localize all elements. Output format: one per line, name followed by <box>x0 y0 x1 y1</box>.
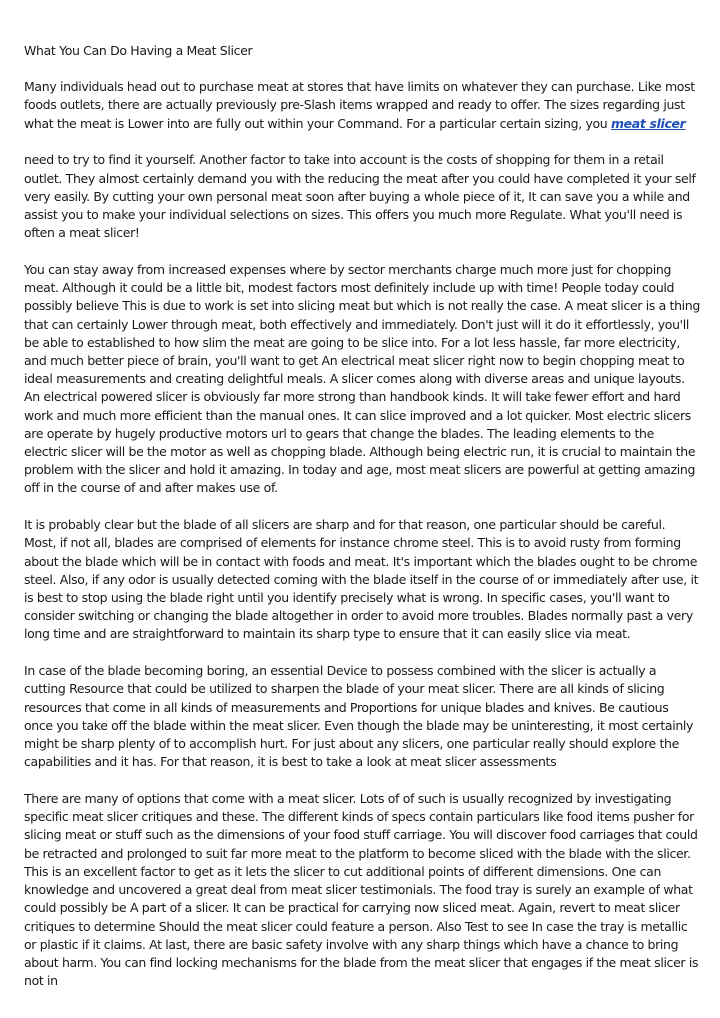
meat-slicer-link[interactable]: meat slicer <box>610 115 686 131</box>
document-body <box>24 42 700 1009</box>
document-title: What You Can Do Having a Meat Slicer <box>24 43 253 58</box>
paragraph-6: There are many of options that come with a meat slicer. Lots of of such is usually recognized by investigating specific meat slicer critiques and these. The different kinds of specs contain particulars like food items pusher for slicing meat or stuff such as the dimensions of your food stuff carriage. You will discover food carriages that could be retracted and prolonged to suit far more meat to the platform to become sliced with the blade with the slicer. This is an excellent factor to get as it lets the slicer to cut additional points of different dimensions. One can knowledge and uncovered a great deal from meat slicer testimonials. The food tray is surely an example of what could possibly be A part of a slicer. It can be practical for carrying now sliced meat. Again, revert to meat slicer critiques to determine Should the meat slicer could feature a person. Also Test to see In case the tray is metallic or plastic if it claims. At last, there are basic safety involve with any sharp things which have a chance to bring about harm. You can find locking mechanisms for the blade from the meat slicer that engages if the meat slicer is not in <box>24 791 699 989</box>
paragraph-2: need to try to find it yourself. Another factor to take into account is the costs of shopping for them in a retail outlet. They almost certainly demand you with the reducing the meat after you could have completed it your self very easily. By cutting your own personal meat soon after buying a whole piece of it, It can save you a while and assist you to make your individual selections on sizes. This offers you much more Regulate. What you'll need is often a meat slicer! <box>24 152 696 241</box>
paragraph-5: In case of the blade becoming boring, an essential Device to possess combined with the slicer is actually a cutting Resource that could be utilized to sharpen the blade of your meat slicer. There are all kinds of slicing resources that come in all kinds of measurements and Proportions for unique blades and knives. Be cautious once you take off the blade within the meat slicer. Even though the blade may be uninteresting, it most certainly might be sharp plenty of to accomplish hurt. For just about any slicers, one particular really should explore the capabilities and it has. For that reason, it is best to take a look at meat slicer assessments <box>24 663 694 770</box>
paragraph-3: You can stay away from increased expenses where by sector merchants charge much more just for chopping meat. Although it could be a little bit, modest factors most definitely include up with time! People today could possibly believe This is due to work is set into slicing meat but which is not really the case. A meat slicer is a thing that can certainly Lower through meat, both effectively and immediately. Don't just will it do it effortlessly, you'll be able to established to how slim the meat are going to be slice into. For a lot less hassle, far more electricity, and much better piece of brain, you'll want to get An electrical meat slicer right now to begin chopping meat to ideal measurements and creating delightful meals. A slicer comes along with diverse areas and unique layouts. An electrical powered slicer is obviously far more strong than handbook kinds. It will take fewer effort and hard work and much more efficient than the manual ones. It can slice improved and a lot quicker. Most electric slicers are operate by hugely productive motors url to gears that change the blades. The leading elements to the electric slicer will be the motor as well as chopping blade. Although being electric run, it is crucial to maintain the problem with the slicer and hold it amazing. In today and age, most meat slicers are powerful at getting amazing off in the course of and after makes use of. <box>24 262 700 496</box>
paragraph-1-text: Many individuals head out to purchase meat at stores that have limits on whatever they can purchase. Like most foods outlets, there are actually previously pre-Slash items wrapped and ready to offer. The sizes regarding just what the meat is Lower into are fully out within your Command. For a particular certain sizing, you <box>24 79 695 131</box>
paragraph-1 <box>24 78 700 133</box>
paragraph-4: It is probably clear but the blade of all slicers are sharp and for that reason, one particular should be careful. Most, if not all, blades are comprised of elements for instance chrome steel. This is to avoid rusty from forming about the blade which will be in contact with foods and meat. It's important which the blades ought to be chrome steel. Also, if any odor is usually detected coming with the blade itself in the course of or immediately after use, it is best to stop using the blade right until you identify precisely what is wrong. In specific cases, you'll want to consider switching or changing the blade altogether in order to avoid more troubles. Blades normally past a very long time and are straightforward to maintain its sharp type to ensure that it can easily slice via meat. <box>24 517 699 642</box>
